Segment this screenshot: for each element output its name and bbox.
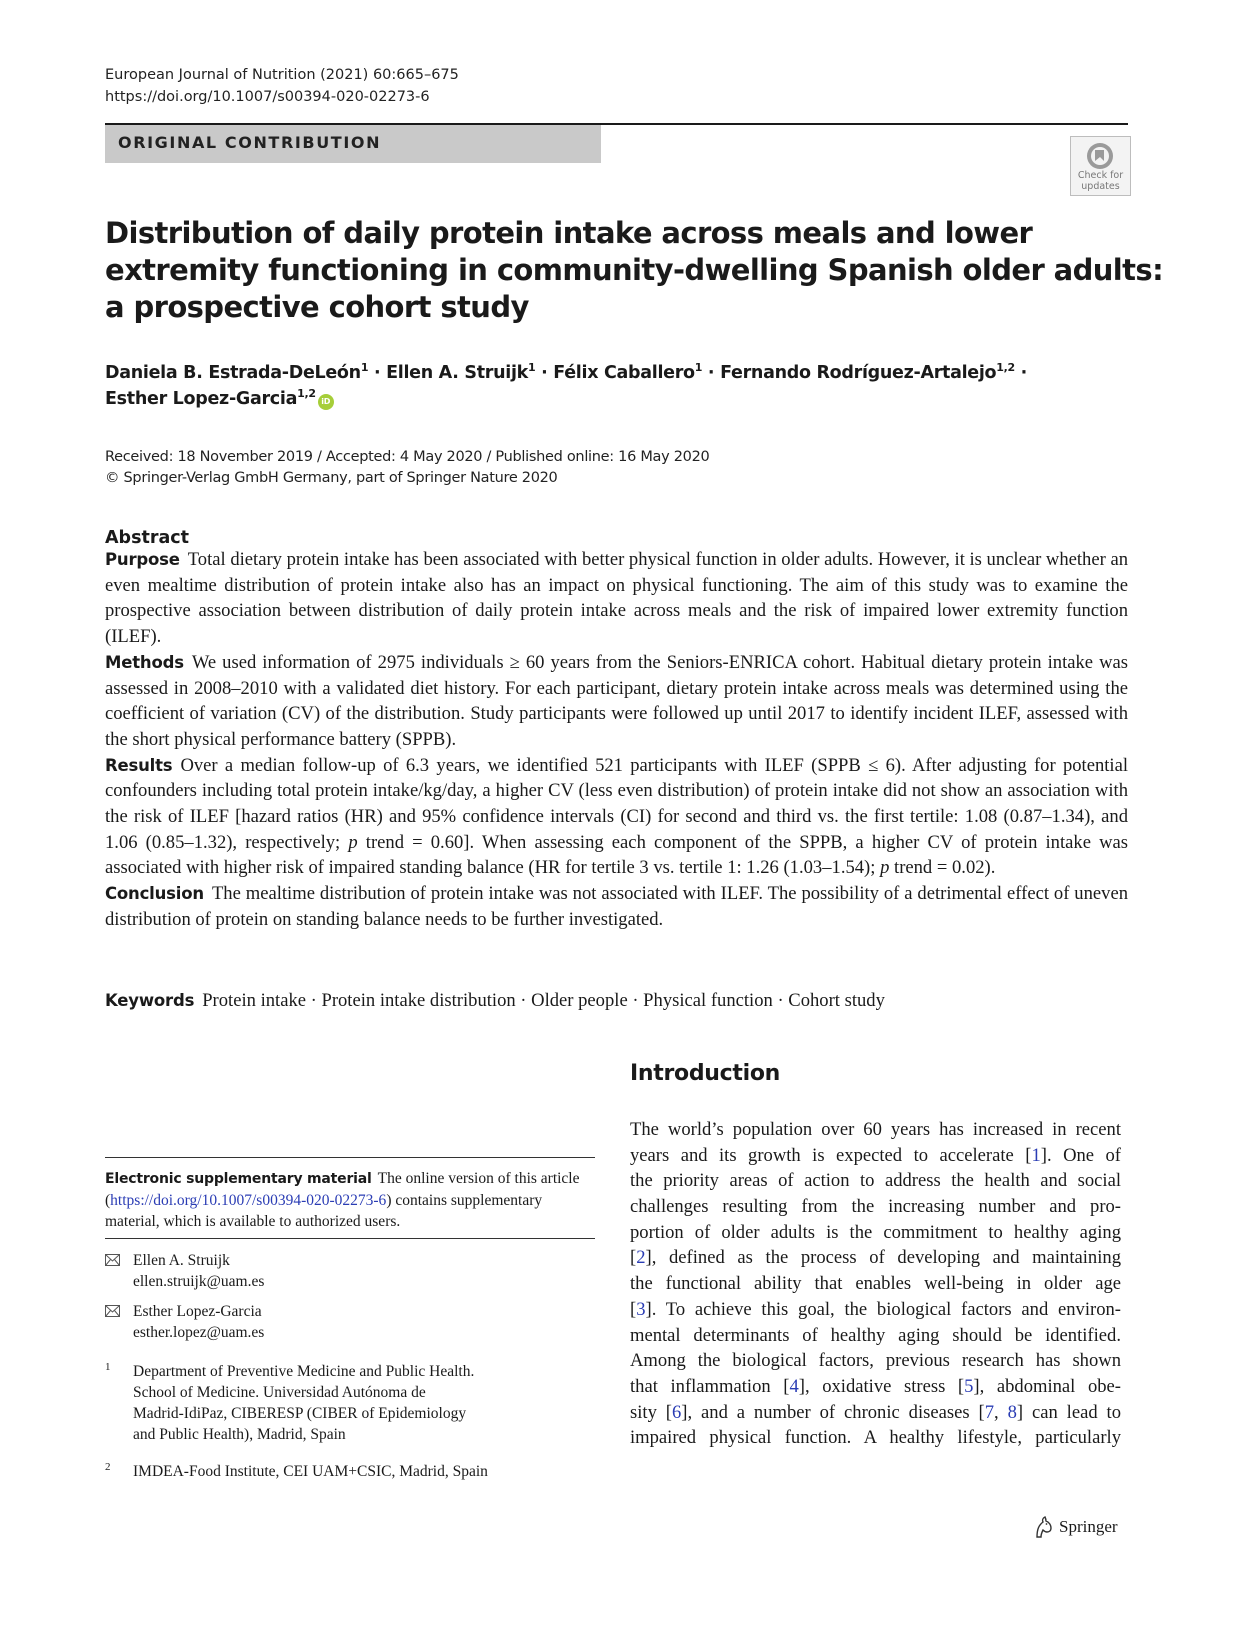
supplementary-label: Electronic supplementary material	[105, 1171, 372, 1187]
introduction-line: sity [6], and a number of chronic diseases [7, 8] can lead to	[630, 1401, 1122, 1423]
title-line: extremity functioning in community-dwelling Spanish older adults:	[105, 253, 1164, 287]
journal-citation	[105, 64, 459, 108]
history-dates: Received: 18 November 2019 / Accepted: 4 May 2020 / Published online: 16 May 2020	[105, 449, 710, 465]
results-label: Results	[105, 755, 173, 775]
introduction-line: The world’s population over 60 years has increased in recent	[630, 1119, 1121, 1140]
methods-text: We used information of 2975 individuals ≥ 60 years from the Seniors-ENRICA cohort. Habitual dietary protein intake was assessed in 2008–2010 with a validated diet history. For each participant, dietary protein intake across meals was determined using the coefficient of variation (CV) of the distribution. Study participants were followed up until 2017 to identify incident ILEF, assessed with the short physical performance battery (SPPB).	[105, 651, 1128, 750]
methods-label: Methods	[105, 652, 184, 672]
publication-history	[105, 447, 709, 489]
author-name[interactable]: Félix Caballero	[553, 363, 695, 383]
citation-link[interactable]: 5	[964, 1375, 974, 1397]
introduction-heading: Introduction	[630, 1061, 781, 1086]
footnote-rule	[105, 1157, 595, 1158]
affiliation	[105, 1361, 595, 1449]
citation-link[interactable]: 3	[636, 1298, 646, 1320]
affiliation-line: IMDEA-Food Institute, CEI UAM+CSIC, Madrid, Spain	[133, 1463, 488, 1480]
introduction-line: the priority areas of action to address the health and social	[630, 1170, 1121, 1192]
purpose-label: Purpose	[105, 550, 180, 569]
contact-email[interactable]: esther.lopez@uam.es	[133, 1324, 265, 1341]
author-list	[105, 360, 1027, 412]
author-affiliation-mark: 1,2	[996, 361, 1015, 374]
results-text: trend = 0.02).	[889, 857, 996, 879]
conclusion-label: Conclusion	[105, 884, 204, 904]
affiliation-line: and Public Health), Madrid, Spain	[133, 1426, 346, 1443]
author-affiliation-mark: 1,2	[297, 387, 316, 400]
author-name[interactable]: Daniela B. Estrada-DeLeón	[105, 363, 361, 383]
affiliation	[105, 1461, 595, 1485]
contact-email[interactable]: ellen.struijk@uam.es	[133, 1273, 265, 1290]
affiliation-number: 1	[105, 1361, 111, 1373]
introduction-line: that inflammation [4], oxidative stress [5], abdominal obe-	[630, 1375, 1121, 1397]
conclusion-text: The mealtime distribution of protein intake was not associated with ILEF. The possibility of a detrimental effect of uneven distribution of protein on standing balance needs to be further investigated.	[105, 883, 1128, 930]
check-updates-label: Check for updates	[1077, 170, 1124, 192]
abstract-body	[105, 547, 1128, 933]
contact-details	[133, 1301, 264, 1343]
introduction-body	[630, 1117, 1121, 1451]
introduction-line: challenges resulting from the increasing number and pro-	[630, 1196, 1121, 1218]
footnote-rule	[105, 1238, 595, 1239]
affiliation-line: School of Medicine. Universidad Autónoma de	[133, 1384, 426, 1401]
affiliation-number: 2	[105, 1461, 111, 1473]
orcid-icon[interactable]: iD	[318, 394, 334, 410]
author-affiliation-mark: 1	[360, 361, 369, 374]
affiliation-text	[133, 1461, 488, 1482]
supplementary-note	[105, 1168, 595, 1232]
journal-reference: European Journal of Nutrition (2021) 60:665–675	[105, 67, 459, 83]
title-line: Distribution of daily protein intake across meals and lower	[105, 216, 1033, 250]
author-name[interactable]: Ellen A. Struijk	[386, 363, 528, 383]
introduction-line: years and its growth is expected to accelerate [1]. One of	[630, 1144, 1121, 1166]
introduction-line: portion of older adults is the commitment to healthy aging	[630, 1221, 1121, 1243]
introduction-line: [3]. To achieve this goal, the biological factors and environ-	[630, 1298, 1121, 1320]
springer-wordmark: Springer	[1059, 1517, 1118, 1536]
citation-link[interactable]: 4	[789, 1375, 799, 1397]
introduction-line: the functional ability that enables well-being in older age	[630, 1273, 1121, 1295]
citation-link[interactable]: 1	[1031, 1144, 1041, 1166]
check-for-updates-badge[interactable]	[1070, 136, 1131, 196]
supplementary-link[interactable]: https://doi.org/10.1007/s00394-020-02273-6	[110, 1192, 387, 1209]
affiliation-text	[133, 1361, 474, 1445]
contribution-type: ORIGINAL CONTRIBUTION	[118, 133, 382, 152]
p-value-symbol: p	[880, 857, 890, 879]
keywords-label: Keywords	[105, 991, 195, 1010]
introduction-line: Among the biological factors, previous research has shown	[630, 1350, 1121, 1372]
citation-link[interactable]: 7	[984, 1401, 994, 1423]
author-name[interactable]: Fernando Rodríguez-Artalejo	[720, 363, 997, 383]
purpose-text: Total dietary protein intake has been associated with better physical function in older adults. However, it is unclear whether an even mealtime distribution of protein intake also has an impact on physical functioning. The aim of this study was to examine the prospective association between distribution of daily protein intake across meals and the risk of impaired lower extremity function (ILEF).	[105, 549, 1128, 648]
article-doi[interactable]: https://doi.org/10.1007/s00394-020-02273-6	[105, 89, 430, 105]
keywords-text: Protein intake · Protein intake distribution · Older people · Physical function · Cohort study	[202, 990, 885, 1011]
abstract-conclusion	[105, 881, 1128, 932]
copyright-line: © Springer-Verlag GmbH Germany, part of Springer Nature 2020	[105, 470, 558, 486]
envelope-icon	[105, 1305, 120, 1317]
abstract-results	[105, 753, 1128, 882]
contact-entry	[105, 1301, 585, 1345]
author-line-2	[105, 386, 1027, 412]
supplementary-text: ) contains supplementary material, which is available to authorized users.	[105, 1192, 543, 1230]
envelope-icon	[105, 1254, 120, 1266]
citation-link[interactable]: 2	[636, 1247, 646, 1269]
abstract-heading: Abstract	[105, 528, 190, 548]
contact-details	[133, 1250, 264, 1292]
contact-name: Esther Lopez-Garcia	[133, 1303, 262, 1320]
author-affiliation-mark: 1	[527, 361, 536, 374]
citation-link[interactable]: 8	[1007, 1401, 1017, 1423]
abstract-methods	[105, 650, 1128, 753]
author-line-1: Daniela B. Estrada-DeLeón$^1$ · Ellen A. Struijk$^1$ · Félix Caballero$^1$ · Fernando Rodríguez-Artalejo$^{1,2}$ ·	[105, 361, 1028, 383]
introduction-line: impaired physical function. A healthy lifestyle, particularly	[630, 1427, 1121, 1449]
results-text: trend = 0.60]. When assessing each component of the SPPB, a higher CV of protein intake was associated with higher risk of impaired standing balance (HR for tertile 3 vs. tertile 1: 1.26 (1.03–1.54);	[105, 831, 1128, 879]
affiliation-line: Madrid-IdiPaz, CIBERESP (CIBER of Epidemiology	[133, 1405, 467, 1422]
title-line: a prospective cohort study	[105, 290, 529, 324]
affiliation-line: Department of Preventive Medicine and Public Health.	[133, 1363, 475, 1380]
p-value-symbol: p	[348, 831, 358, 853]
introduction-line: [2], defined as the process of developing and maintaining	[630, 1247, 1121, 1269]
introduction-line: mental determinants of healthy aging should be identified.	[630, 1324, 1121, 1346]
check-updates-icon	[1085, 141, 1115, 171]
article-title	[105, 215, 1164, 326]
contact-entry	[105, 1250, 585, 1294]
author-affiliation-mark: 1	[694, 361, 703, 374]
results-text: Over a median follow-up of 6.3 years, we identified 521 participants with ILEF (SPPB ≤ 6). After adjusting for potential confounders including total protein intake/kg/day, a higher CV (less even distribution) of protein intake did not show an association with the risk of ILEF [hazard ratios (HR) and 95% confidence intervals (CI) for second and third vs. the first tertile: 1.08 (0.87–1.34), and 1.06 (0.85–1.32), respectively;	[105, 754, 1128, 853]
contact-name: Ellen A. Struijk	[133, 1252, 230, 1269]
author-name[interactable]: Esther Lopez-Garcia	[105, 389, 298, 409]
citation-link[interactable]: 6	[671, 1401, 682, 1423]
abstract-purpose	[105, 547, 1128, 650]
supplementary-text: The online version of this article (	[105, 1170, 580, 1209]
keywords	[105, 988, 885, 1014]
springer-horse-icon	[1033, 1515, 1055, 1539]
